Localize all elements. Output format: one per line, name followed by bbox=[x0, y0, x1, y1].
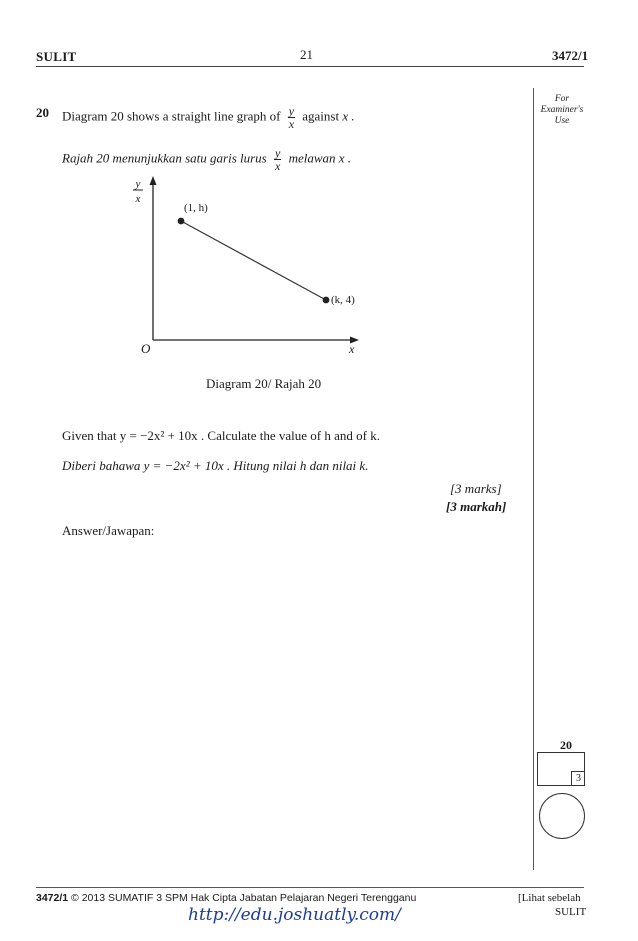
marks-ms bbox=[446, 499, 506, 515]
diagram-caption: Diagram 20/ Rajah 20 bbox=[206, 376, 322, 391]
intro-ms-pre: Rajah 20 menunjukkan satu garis lurus bbox=[62, 150, 267, 166]
point-k-4-label: (k, 4) bbox=[331, 294, 355, 306]
question-number: 20 bbox=[36, 105, 49, 120]
y-axis-arrow bbox=[150, 176, 157, 185]
frac-den-ms: x bbox=[275, 159, 281, 173]
intro-en-post: against bbox=[302, 108, 340, 124]
score-circle bbox=[539, 793, 585, 839]
examiner-label-line1: For bbox=[554, 94, 570, 104]
footer-copyright bbox=[36, 892, 416, 904]
score-question-number: 20 bbox=[560, 738, 572, 752]
footer-rule bbox=[36, 887, 584, 888]
given-statement-en: Given that y = −2x² + 10x . Calculate the value of h and of k. bbox=[62, 428, 380, 443]
answer-label: Answer/Jawapan: bbox=[62, 523, 155, 538]
frac-den: x bbox=[288, 117, 295, 131]
marks-en bbox=[450, 481, 502, 497]
intro-ms-end: x . bbox=[338, 150, 352, 166]
intro-en-end: x . bbox=[342, 108, 355, 124]
y-axis-label-den: x bbox=[135, 193, 141, 205]
marks-en-text: [3 marks] bbox=[450, 481, 502, 496]
footer-code: 3472/1 bbox=[36, 892, 69, 904]
point-1-h-label: (1, h) bbox=[184, 202, 208, 214]
paper-code: 3472/1 bbox=[552, 48, 589, 63]
examiner-label-line2: Examiner's bbox=[540, 105, 584, 115]
intro-ms-post: melawan bbox=[288, 150, 336, 166]
straight-line bbox=[181, 221, 326, 300]
given-statement-ms: Diberi bahawa y = −2x² + 10x . Hitung nilai h dan nilai k. bbox=[62, 458, 369, 473]
marks-ms-text: [3 markah] bbox=[446, 499, 507, 514]
page-number: 21 bbox=[300, 47, 313, 62]
footer-see-next: [Lihat sebelah bbox=[518, 892, 581, 904]
x-axis-label: x bbox=[349, 342, 355, 356]
origin-label: O bbox=[141, 341, 151, 356]
examiner-label-line3: Use bbox=[554, 116, 570, 126]
footer-copyright-text: © 2013 SUMATIF 3 SPM Hak Cipta Jabatan Pelajaran Negeri Terengganu bbox=[71, 892, 417, 904]
point-k-4 bbox=[323, 297, 330, 304]
score-total: 3 bbox=[571, 771, 585, 786]
intro-en-pre: Diagram 20 shows a straight line graph of bbox=[62, 108, 281, 124]
frac-num: y bbox=[288, 104, 295, 118]
footer-url[interactable]: http://edu.joshuatly.com/ bbox=[188, 905, 401, 925]
footer-sulit: SULIT bbox=[555, 906, 587, 918]
header-sulit: SULIT bbox=[36, 49, 77, 64]
point-1-h bbox=[178, 218, 185, 225]
y-axis-label-num: y bbox=[135, 178, 141, 190]
frac-num-ms: y bbox=[275, 146, 281, 160]
